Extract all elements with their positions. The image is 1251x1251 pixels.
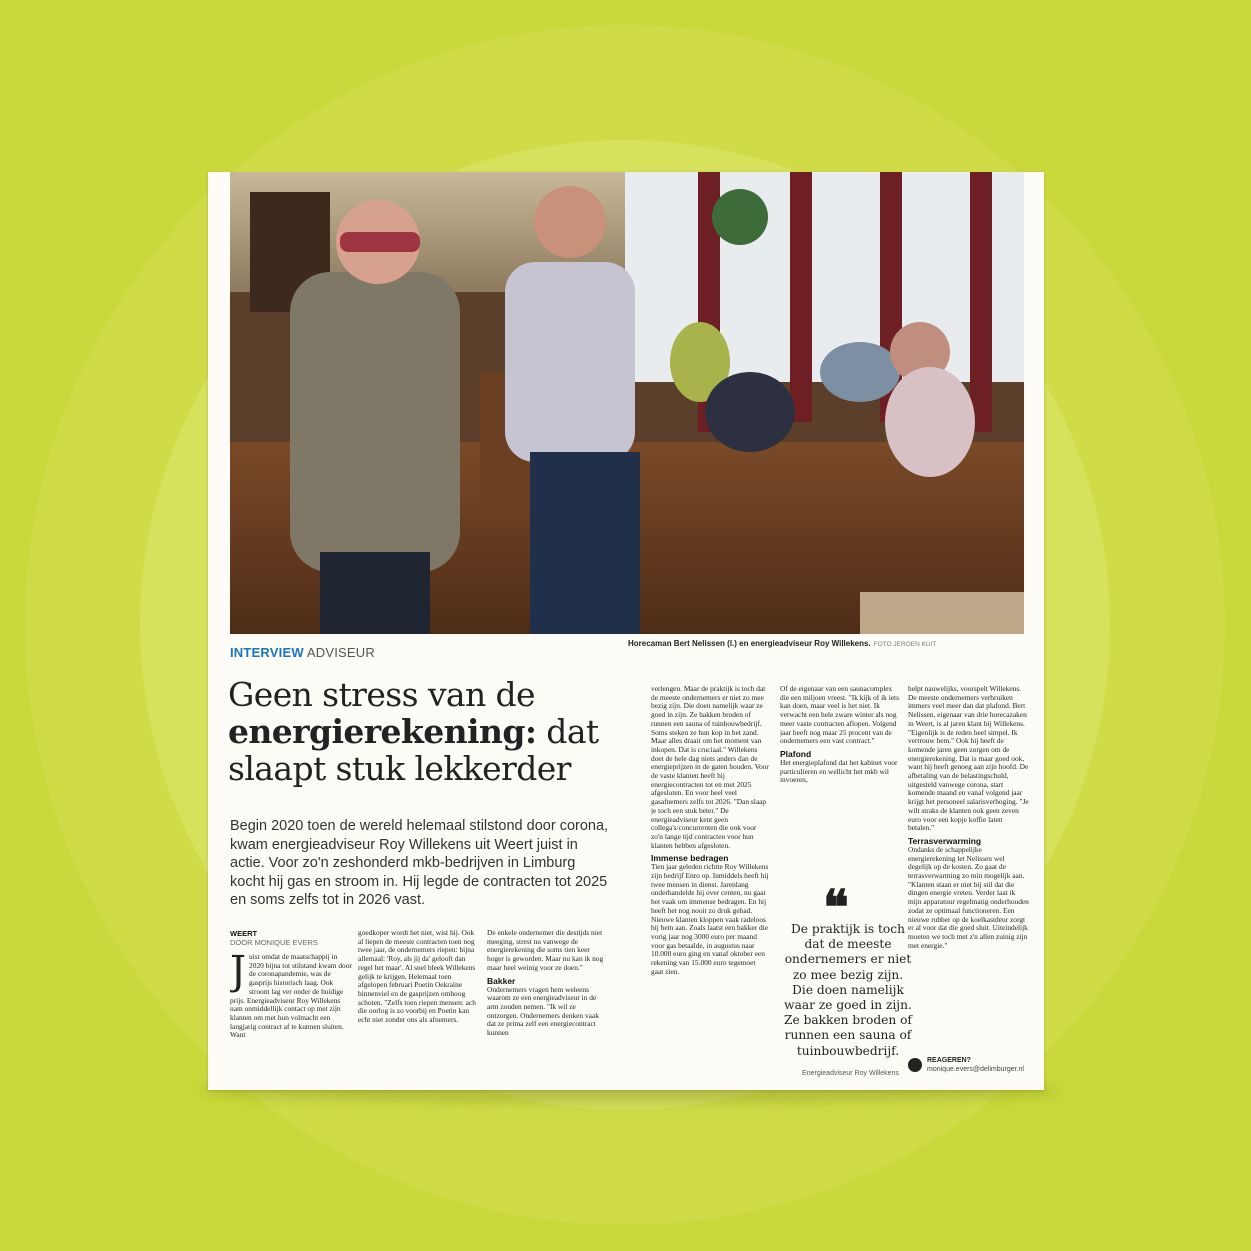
subheading-terrasverwarming: Terrasverwarming: [908, 835, 982, 846]
quote-mark-icon: ❝: [823, 880, 849, 936]
article-photo: [230, 172, 1024, 634]
drop-cap: J: [230, 948, 247, 994]
column-6-text: helpt nauwelijks, voorspelt Willekens. De meeste ondernemers verbruiken immers veel meer dan dat plafond. Bert Nelissen, eigenaar van drie horecazaken in Weert, is al jaren klant bij Willekens. "Eigenlijk is de reden heel simpel. Ik vertrouw hem." Ook hij heeft de komende jaren geen zorgen om de energierekening. Dat is maar goed ook, want hij heeft genoeg aan zijn hoofd. De afbetaling van de belastingschuld, uitgesteld vanwege corona, start komende maand en vanaf volgend jaar krijgt het personeel salarisverhoging. "Je wilt straks de klanten ook geen zeven euro voor een kopje koffie laten betalen.": [908, 685, 1029, 833]
kicker-section: ADVISEUR: [306, 645, 375, 660]
photo-caption: [628, 639, 936, 648]
photo-illustration: [230, 172, 1024, 634]
column-6-text-2: Ondanks de schappelijke energierekening let Nelissen wel degelijk op de kosten. Zo gaat de terrasverwarming zo min mogelijk aan. "Klanten staan er niet bij stil dat die dingen energie vreten. Verder laat ik mijn apparatuur regelmatig onderhouden zodat ze optimaal functioneren. Een nieuwe rubber op de koelkastdeur zorgt er al voor dat die goed sluit. Uiteindelijk moeten we toch met z'n allen zuinig zijn met energie.": [908, 844, 1029, 950]
column-2-text: goedkoper wordt het niet, wist hij. Ook al liepen de meeste contracten toen nog twee jaar, de ondernemers riepen: bijna allemaal: 'Roy, als jij da' gelooft dan regel het maar'. Al snel bleek Willekens gelijk te krijgen. Helemaal toen afgelopen februari Poetin Oekraïne binnenviel en de gasprijzen omhoog schoten. "Zelfs toen riepen mensen: ach die oorlog is zo voorbij en Poetin kan echt niet zonder ons als afnemers.: [358, 929, 476, 1025]
subheading-plafond: Plafond: [780, 748, 812, 759]
react-email: monique.evers@delimburger.nl: [927, 1066, 1024, 1073]
caption-text: Horecaman Bert Nelissen (l.) en energieadviseur Roy Willekens.: [628, 639, 871, 648]
article-column-4: [651, 685, 769, 1080]
newspaper-clipping: [208, 172, 1044, 1090]
react-icon: [908, 1058, 922, 1072]
headline-part1: Geen stress van de: [228, 675, 535, 714]
article-column-5: [780, 685, 900, 865]
column-4-text: verlengen. Maar de praktijk is toch dat de meeste ondernemers er niet zo mee bezig zijn. Die doen namelijk waar ze goed in zijn. Ze bakken broden of runnen een sauna of tuinbouwbedrijf. Soms steken ze hun kop in het zand. Maar alles draait om het moment van inkopen. Dat is cruciaal." Willekens doet de hele dag niets anders dan de energieprijzen in de gaten houden. Voor de vaste klanten heeft hij energiecontracten tot en met 2025 afgesloten. En voor heel veel gasafnemers zelfs tot 2026. "Dan slaap je toch een stuk beter." De energieadviseur kent geen collega's/concurrenten die ook voor zo'n lange tijd contracten voor hun klanten hebben afgesloten.: [651, 685, 769, 850]
pull-quote: De praktijk is toch dat de meeste ondernemers er niet zo mee bezig zijn. Die doen namelijk waar ze goed in zijn. Ze bakken broden of runnen een sauna of tuinbouwbedrijf.: [784, 922, 912, 1058]
column-3-text-2: Ondernemers vragen hem weleens waarom ze een energieadviseur in de arm zouden nemen. "Ik wil ze ontzorgen. Ondernemers denken vaak dat ze prima zelf een energiecontract kunnen: [487, 984, 599, 1038]
headline-part2: dat slaapt stuk lekkerder: [228, 712, 599, 788]
subheading-bakker: Bakker: [487, 975, 516, 986]
column-5-text: Of de eigenaar van een saunacomplex die een miljoen vreest. "Ik kijk of ik iets kan doen, maar veel is het niet. Ik verwacht een hele zware winter als nog meer vaste contracten aflopen. Volgend jaar heeft nog maar 25 procent van de ondernemers een vast contract.": [780, 685, 899, 746]
headline-bold: energierekening:: [228, 712, 537, 751]
article-column-6: [908, 685, 1030, 1055]
article-column-2: [358, 929, 476, 1079]
column-5-text-2: Het energieplafond dat het kabinet voor particulieren en wellicht het mkb wil invoeren,: [780, 757, 898, 785]
article-column-1: [230, 929, 352, 1079]
kicker-label: INTERVIEW: [230, 645, 304, 660]
subheading-immense-bedragen: Immense bedragen: [651, 853, 729, 864]
react-label: REAGEREN?: [927, 1057, 971, 1064]
column-1-text: uist omdat de maatschappij in 2020 bijna tot stilstand kwam door de coronapandemie, was de gasprijs historisch laag. Ook stroom lag ver onder de huidige prijs. Energieadviseur Roy Willekens nam onmiddellijk contact op met zijn klanten om met hun volmacht een langjarig contract af te kunnen sluiten. Want: [230, 952, 352, 1040]
photo-credit: FOTO JEROEN KUIT: [873, 641, 937, 648]
lead-paragraph: Begin 2020 toen de wereld helemaal stilstond door corona, kwam energieadviseur Roy Willekens uit Weert juist in actie. Voor zo'n zeshonderd mkb-bedrijven in Limburg kocht hij gas en stroom in. Hij legde de contracten tot 2025 en soms zelfs tot in 2026 vast.: [230, 818, 609, 908]
column-4-text-2: Tien jaar geleden richtte Roy Willekens zijn bedrijf Enro op. Inmiddels heeft hij twee mensen in dienst. Jarenlang onderhandelde hij over centen, nu gaat het vaak om immense bedragen. En hij heeft het nog nooit zo druk gehad. Nieuwe klanten kloppen vaak radeloos bij hem aan. Zoals laatst een bakker die vorig jaar nog 3000 euro per maand voor gas betaalde, in augustus naar 10.000 euro ging en vanaf oktober een rekening van 15.000 euro tegemoet gaat zien.: [651, 862, 769, 976]
section-kicker: [230, 645, 375, 660]
byline-place: WEERT: [230, 929, 258, 938]
byline: [230, 929, 352, 947]
article-column-3: [487, 929, 607, 1079]
headline: [228, 676, 633, 787]
byline-author: DOOR MONIQUE EVERS: [230, 938, 318, 947]
column-3-text: De enkele ondernemer die destijds niet meeging, strest nu vanwege de energierekening die soms tien keer hoger is geworden. Maar nu kan ik nog maar heel weinig voor ze doen.": [487, 929, 604, 972]
pull-quote-attribution: Energieadviseur Roy Willekens: [802, 1070, 899, 1077]
